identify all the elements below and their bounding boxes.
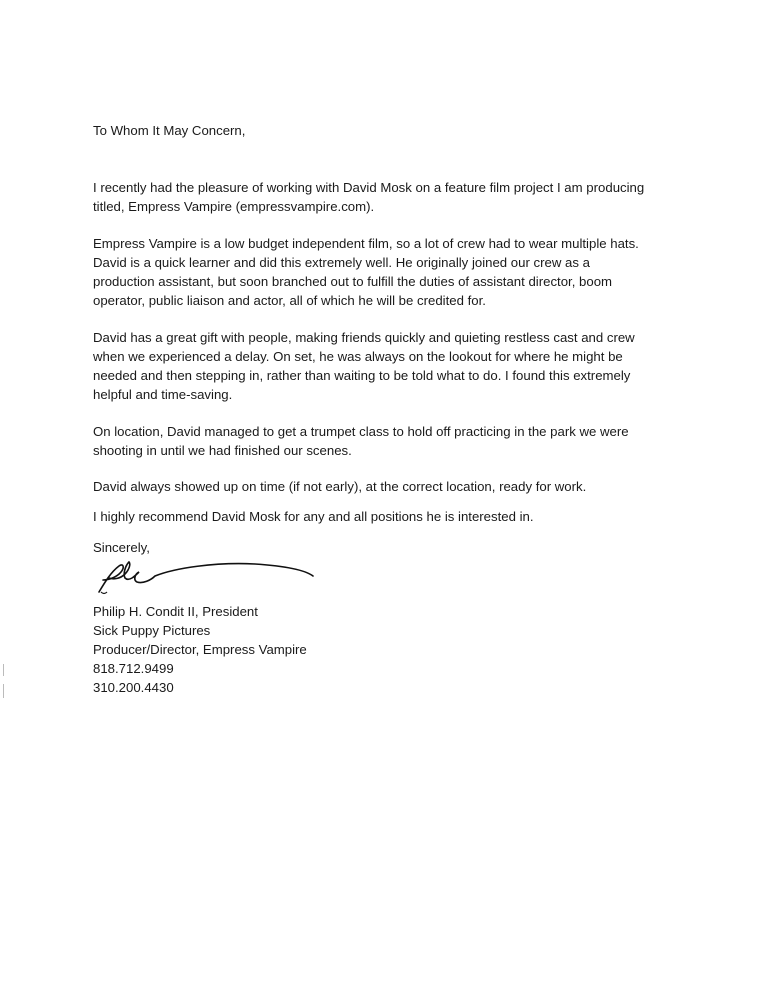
text-line: Empress Vampire is a low budget independent film, so a lot of crew had to wear multiple hats. xyxy=(93,236,639,251)
text-line: titled, Empress Vampire (empressvampire.com). xyxy=(93,199,375,214)
paragraph-punctuality xyxy=(93,477,586,496)
text-line: On location, David managed to get a trumpet class to hold off practicing in the park we were xyxy=(93,424,629,439)
text-line: shooting in until we had finished our scenes. xyxy=(93,443,352,458)
paragraph-intro xyxy=(93,178,644,216)
text-line: I recently had the pleasure of working with David Mosk on a feature film project I am producing xyxy=(93,180,645,195)
scan-mark xyxy=(3,664,4,676)
signer-name: Philip H. Condit II, President xyxy=(93,604,258,619)
text-line: David is a quick learner and did this extremely well. He originally joined our crew as a xyxy=(93,255,590,270)
text-line: operator, public liaison and actor, all of which he will be credited for. xyxy=(93,293,486,308)
signer-title: Producer/Director, Empress Vampire xyxy=(93,642,307,657)
paragraph-people xyxy=(93,328,635,404)
text-line: I highly recommend David Mosk for any and all positions he is interested in. xyxy=(93,509,534,524)
text-line: needed and then stepping in, rather than waiting to be told what to do. I found this extremely xyxy=(93,368,631,383)
company-name: Sick Puppy Pictures xyxy=(93,623,211,638)
signature-icon xyxy=(95,558,335,600)
signature-block xyxy=(93,602,307,697)
phone-1: 818.712.9499 xyxy=(93,661,174,676)
paragraph-roles xyxy=(93,234,639,310)
text-line: helpful and time-saving. xyxy=(93,387,233,402)
text-line: David has a great gift with people, making friends quickly and quieting restless cast and crew xyxy=(93,330,635,345)
scan-mark xyxy=(3,684,4,698)
text-line: David always showed up on time (if not early), at the correct location, ready for work. xyxy=(93,479,587,494)
paragraph-location xyxy=(93,422,629,460)
closing: Sincerely, xyxy=(93,540,150,555)
greeting: To Whom It May Concern, xyxy=(93,123,246,138)
paragraph-recommendation xyxy=(93,507,534,526)
text-line: production assistant, but soon branched out to fulfill the duties of assistant director, boom xyxy=(93,274,613,289)
text-line: when we experienced a delay. On set, he was always on the lookout for where he might be xyxy=(93,349,623,364)
phone-2: 310.200.4430 xyxy=(93,680,174,695)
